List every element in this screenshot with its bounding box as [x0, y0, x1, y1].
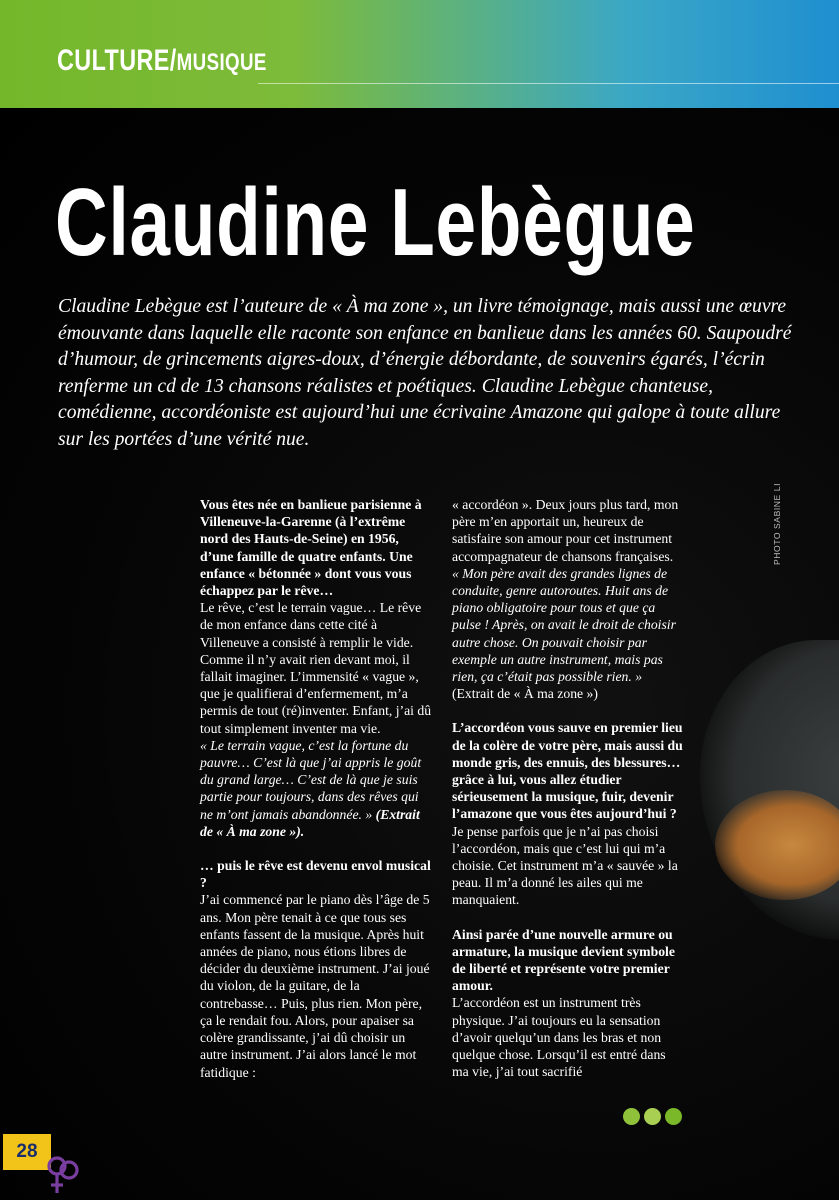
answer-3: Je pense parfois que je n’ai pas choisi l’accordéon, mais que c’est lui qui m’a choisie. Cet instrument m’a « sauvée » la peau. Il m’a donné les ailes qui me manquaient.	[452, 823, 678, 908]
answer-2: J’ai commencé par le piano dès l’âge de 5 ans. Mon père tenait à ce que tous ses enfants fassent de la musique. Après huit années de piano, nous étions libres de décider du deuxième instrument. J’ai joué du violon, de la guitare, de la contrebasse… Puis, plus rien. Mon père, ça le rendait fou. Alors, pour apaiser sa colère grandissante, j’ai dû choisir un autre instrument. J’ai alors lancé le mot fatidique :	[200, 892, 430, 1080]
section-name: CULTURE	[57, 44, 170, 77]
question-2: … puis le rêve est devenu envol musical ?	[200, 858, 431, 891]
quote-2-source: (Extrait de « À ma zone »)	[452, 686, 598, 702]
dot	[644, 1108, 661, 1125]
spacer	[200, 840, 432, 857]
text-column-1	[200, 496, 432, 1081]
section-header-bar	[0, 0, 839, 108]
answer-1: Le rêve, c’est le terrain vague… Le rêve de mon enfance dans cette cité à Villeneuve a consisté à remplir le vide. Comme il n’y avait rien devant moi, il fallait imaginer. L’immensité « vague », que je qualifierai d’enfermement, m’a permis de tout (ré)inventer. Enfant, j’ai dû tout simplement inventer ma vie.	[200, 600, 432, 736]
dot	[623, 1108, 640, 1125]
spacer	[452, 909, 684, 926]
quote-1	[200, 737, 432, 840]
dot	[665, 1108, 682, 1125]
answer-2-continued: « accordéon ». Deux jours plus tard, mon père m’en apportait un, heureux de satisfaire son amour pour cet instrument accompagnateur de chansons françaises.	[452, 497, 679, 564]
photo-credit: PHOTO SABINE LI	[772, 482, 782, 565]
article-lead: Claudine Lebègue est l’auteure de « À ma zone », un livre témoignage, mais aussi une œuvre émouvante dans laquelle elle raconte son enfance en banlieue dans les années 60. Saupoudré d’humour, de grincements aigres-doux, d’énergie débordante, de souvenirs égarés, l’écrin renferme un cd de 13 chansons réalistes et poétiques. Claudine Lebègue chanteuse, comédienne, accordéoniste est aujourd’hui une écrivaine Amazone qui galope à toute allure sur les portées d’une vérité nue.	[58, 296, 792, 450]
question-3: L’accordéon vous sauve en premier lieu de la colère de votre père, mais aussi du monde gris, des ennuis, des blessures… grâce à lui, vous allez étudier sérieusement la musique, fuir, devenir l’amazone que vous êtes aujourd’hui ?	[452, 720, 683, 822]
section-separator: /	[169, 44, 177, 77]
double-venus-icon	[44, 1153, 84, 1197]
article-title: Claudine Lebègue	[55, 169, 696, 276]
text-column-2	[452, 496, 684, 1081]
page-number: 28	[3, 1134, 51, 1170]
quote-1-source: (Extrait de « À ma zone »).	[200, 806, 420, 839]
quote-1-text: « Le terrain vague, c’est la fortune du pauvre… C’est là que j’ai appris le goût du grand large… C’est de là que je suis partie pour toujours, dans des rêves qui ne m’ont jamais abandonnée. »	[200, 737, 422, 822]
section-label	[57, 44, 267, 78]
quote-2: « Mon père avait des grandes lignes de conduite, genre autoroutes. Huit ans de piano obligatoire pour tous et que ça pulse ! Après, on avait le droit de choisir autre chose. On pouvait choisir par exemple un autre instrument, mais pas rien, ça c’était pas possible rien. »	[452, 565, 676, 685]
question-4: Ainsi parée d’une nouvelle armure ou armature, la musique devient symbole de liberté et représente votre premier amour.	[452, 926, 675, 994]
decorative-dots	[623, 1108, 682, 1125]
header-divider	[258, 83, 839, 84]
logo-strokes	[49, 1158, 77, 1193]
answer-4: L’accordéon est un instrument très physique. J’ai toujours eu la sensation d’avoir quelqu’un dans les bras et non quelque chose. Lorsqu’il est entré dans ma vie, j’ai tout sacrifié	[452, 995, 666, 1080]
section-subname: MUSIQUE	[176, 49, 267, 76]
question-1: Vous êtes née en banlieue parisienne à Villeneuve-la-Garenne (à l’extrême nord des Hauts-de-Seine) en 1956, d’une famille de quatre enfants. Une enfance « bétonnée » dont vous vous échappez par le rêve…	[200, 497, 422, 599]
spacer	[452, 702, 684, 719]
